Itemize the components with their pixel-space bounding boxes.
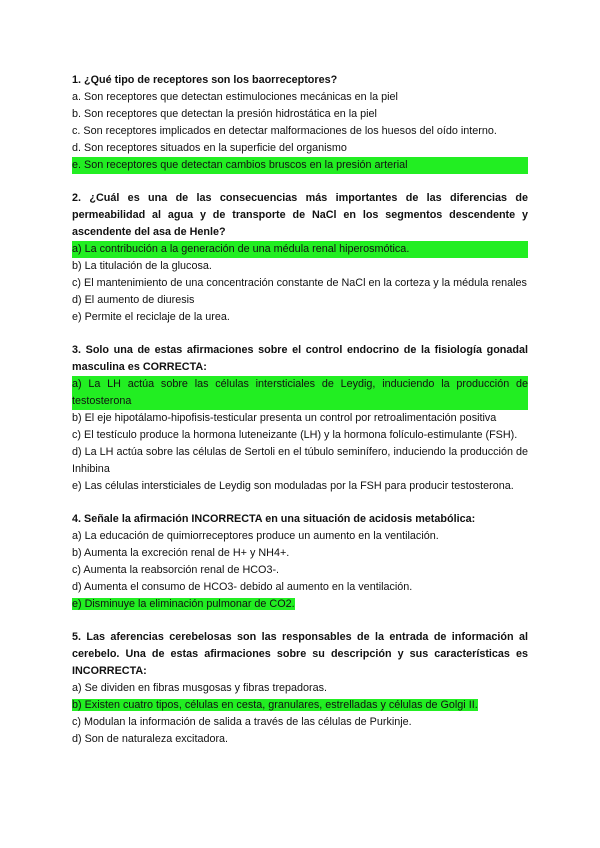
correct-answer-option: a) La LH actúa sobre las células intersticiales de Leydig, induciendo la producción de testosterona <box>72 376 528 410</box>
question-title: 1. ¿Qué tipo de receptores son los baorreceptores? <box>72 74 338 86</box>
correct-answer-option: a) La contribución a la generación de una médula renal hiperosmótica. <box>72 241 528 258</box>
question-title: 3. Solo una de estas afirmaciones sobre el control endocrino de la fisiología gonadal masculina es CORRECTA: <box>72 344 528 373</box>
answer-option: d) La LH actúa sobre las células de Sertoli en el túbulo seminífero, induciendo la producción de Inhibina <box>72 446 528 475</box>
correct-answer-option: e. Son receptores que detectan cambios bruscos en la presión arterial <box>72 157 528 174</box>
question-title: 2. ¿Cuál es una de las consecuencias más importantes de las diferencias de permeabilidad al agua y de transporte de NaCl en los segmentos descendente y ascendente del asa de Henle? <box>72 192 528 238</box>
answer-option: a. Son receptores que detectan estimulociones mecánicas en la piel <box>72 91 398 103</box>
answer-option: d) El aumento de diuresis <box>72 294 195 306</box>
answer-option: b) Aumenta la excreción renal de H+ y NH4+. <box>72 547 290 559</box>
correct-answer-highlight: e) Disminuye la eliminación pulmonar de CO2. <box>72 598 295 610</box>
answer-option: c. Son receptores implicados en detectar malformaciones de los huesos del oído interno. <box>72 125 497 137</box>
answer-option: b. Son receptores que detectan la presión hidrostática en la piel <box>72 108 377 120</box>
answer-option: c) Modulan la información de salida a través de las células de Purkinje. <box>72 716 412 728</box>
question-3 <box>72 342 528 495</box>
answer-option: a) Se dividen en fibras musgosas y fibras trepadoras. <box>72 682 328 694</box>
question-title: 4. Señale la afirmación INCORRECTA en una situación de acidosis metabólica: <box>72 513 476 525</box>
correct-answer-option <box>72 697 528 714</box>
answer-option: b) La titulación de la glucosa. <box>72 260 212 272</box>
correct-answer-highlight: b) Existen cuatro tipos, células en cesta, granulares, estrelladas y células de Golgi II. <box>72 699 478 711</box>
answer-option: b) El eje hipotálamo-hipofisis-testicular presenta un control por retroalimentación positiva <box>72 412 497 424</box>
answer-option: d. Son receptores situados en la superficie del organismo <box>72 142 347 154</box>
answer-option: a) La educación de quimiorreceptores produce un aumento en la ventilación. <box>72 530 439 542</box>
answer-option: e) Permite el reciclaje de la urea. <box>72 311 230 323</box>
question-title: 5. Las aferencias cerebelosas son las responsables de la entrada de información al cerebelo. Una de estas afirmaciones sobre su descripción y sus características es INCORRECTA: <box>72 631 528 677</box>
correct-answer-option <box>72 596 528 613</box>
question-1 <box>72 72 528 174</box>
answer-option: d) Son de naturaleza excitadora. <box>72 733 229 745</box>
answer-option: c) El testículo produce la hormona luteneizante (LH) y la hormona folículo-estimulante (FSH). <box>72 429 518 441</box>
answer-option: c) Aumenta la reabsorción renal de HCO3-. <box>72 564 280 576</box>
quiz-content <box>72 72 528 764</box>
answer-option: d) Aumenta el consumo de HCO3- debido al aumento en la ventilación. <box>72 581 413 593</box>
answer-option: c) El mantenimiento de una concentración constante de NaCl en la corteza y la médula renales <box>72 277 527 289</box>
answer-option: e) Las células intersticiales de Leydig son moduladas por la FSH para producir testosterona. <box>72 480 514 492</box>
question-2 <box>72 190 528 326</box>
question-5 <box>72 629 528 748</box>
question-4 <box>72 511 528 613</box>
